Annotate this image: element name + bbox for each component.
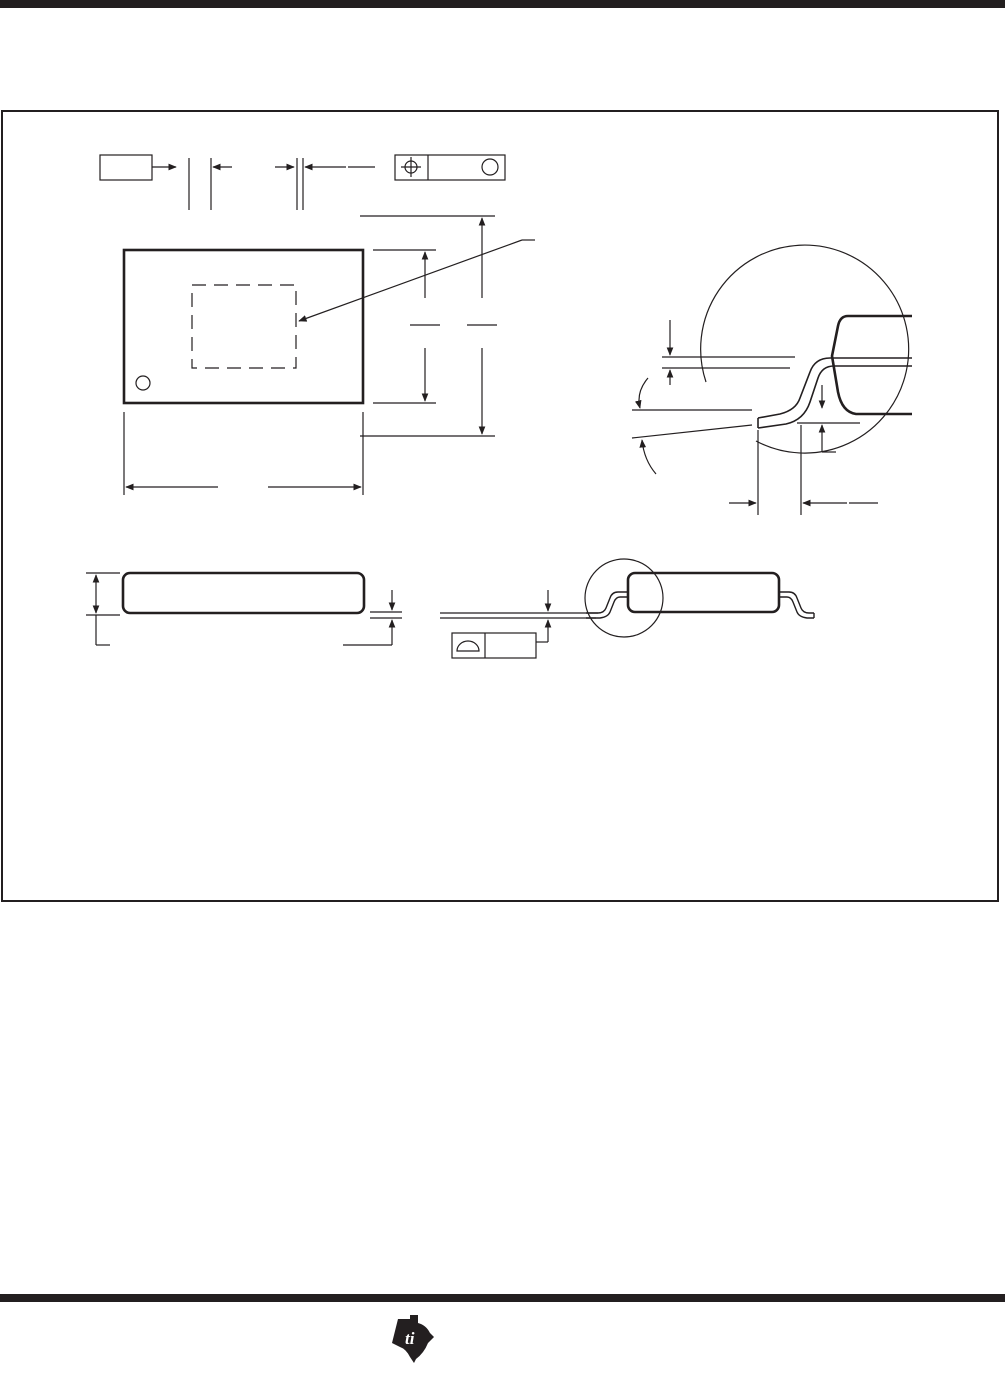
detail-callout-circle — [585, 559, 663, 637]
ti-logo — [388, 1313, 598, 1385]
ti-emblem-icon — [388, 1313, 438, 1363]
position-symbol-icon — [395, 155, 505, 180]
package-body-profile — [628, 573, 779, 612]
package-body-top — [124, 250, 363, 403]
package-body-side — [123, 573, 364, 613]
pin1-indicator-icon — [136, 376, 150, 390]
footer-rule — [0, 1294, 1005, 1302]
detail-circle — [701, 245, 909, 453]
flatness-symbol-icon — [452, 633, 536, 658]
thermal-pad-outline — [192, 285, 296, 368]
svg-text:ti: ti — [405, 1329, 415, 1348]
pitch-label-box — [100, 155, 152, 180]
